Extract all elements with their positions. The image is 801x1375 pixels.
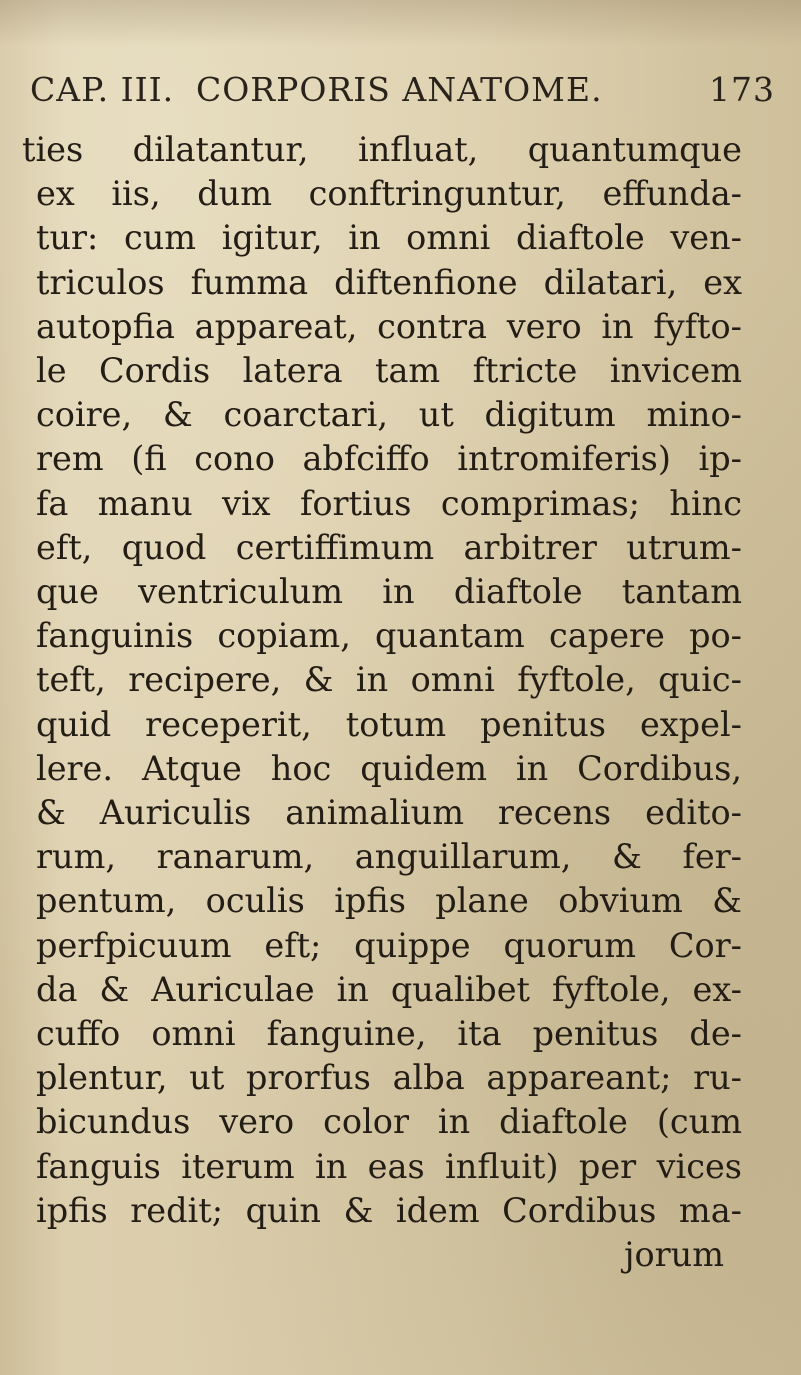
text-line: tur: cum igitur, in omni diaftole ven- [36,218,742,258]
text-line: perfpicuum eft; quippe quorum Cor- [36,925,742,965]
page-number: 173 [709,70,775,109]
running-head [30,70,775,120]
text-line: teft, recipere, & in omni fyftole, quic- [36,660,742,700]
text-line: le Cordis latera tam ftricte invicem [36,351,742,391]
catchword: jorum [624,1235,724,1275]
text-line: rum, ranarum, anguillarum, & fer- [36,837,742,877]
text-line: ipfis redit; quin & idem Cordibus ma- [36,1190,742,1230]
page-top-edge [0,0,801,46]
text-line: rem (fi cono abfciffo intromiferis) ip- [36,439,742,479]
chapter-label: CAP. III. [30,70,175,109]
text-line: ties dilatantur, influat, quantumque [22,130,742,169]
text-line: fanguinis copiam, quantam capere po- [36,616,742,656]
text-line: da & Auriculae in qualibet fyftole, ex- [36,969,742,1009]
text-line: cuffo omni fanguine, ita penitus de- [36,1014,742,1054]
text-line: fa manu vix fortius comprimas; hinc [36,483,742,523]
text-line: eft, quod certiffimum arbitrer utrum- [36,527,742,567]
text-line: fanguis iterum in eas influit) per vices [36,1146,742,1186]
text-line: coire, & coarctari, ut digitum mino- [36,395,742,435]
text-line: pentum, oculis ipfis plane obvium & [36,881,742,921]
text-line: ex iis, dum conftringuntur, effunda- [36,174,742,214]
text-line: triculos fumma diftenfione dilatari, ex [36,262,742,302]
text-line: bicundus vero color in diaftole (cum [36,1102,742,1142]
text-line: que ventriculum in diaftole tantam [36,572,742,612]
text-line: quid receperit, totum penitus expel- [36,704,742,744]
text-line: & Auriculis animalium recens edito- [36,793,742,833]
text-line: plentur, ut prorfus alba appareant; ru- [36,1058,742,1098]
body-text [22,128,742,1277]
text-line: autopfia appareat, contra vero in fyfto- [36,306,742,346]
running-title: CORPORIS ANATOME. [196,70,603,109]
text-line: lere. Atque hoc quidem in Cordibus, [36,748,742,788]
